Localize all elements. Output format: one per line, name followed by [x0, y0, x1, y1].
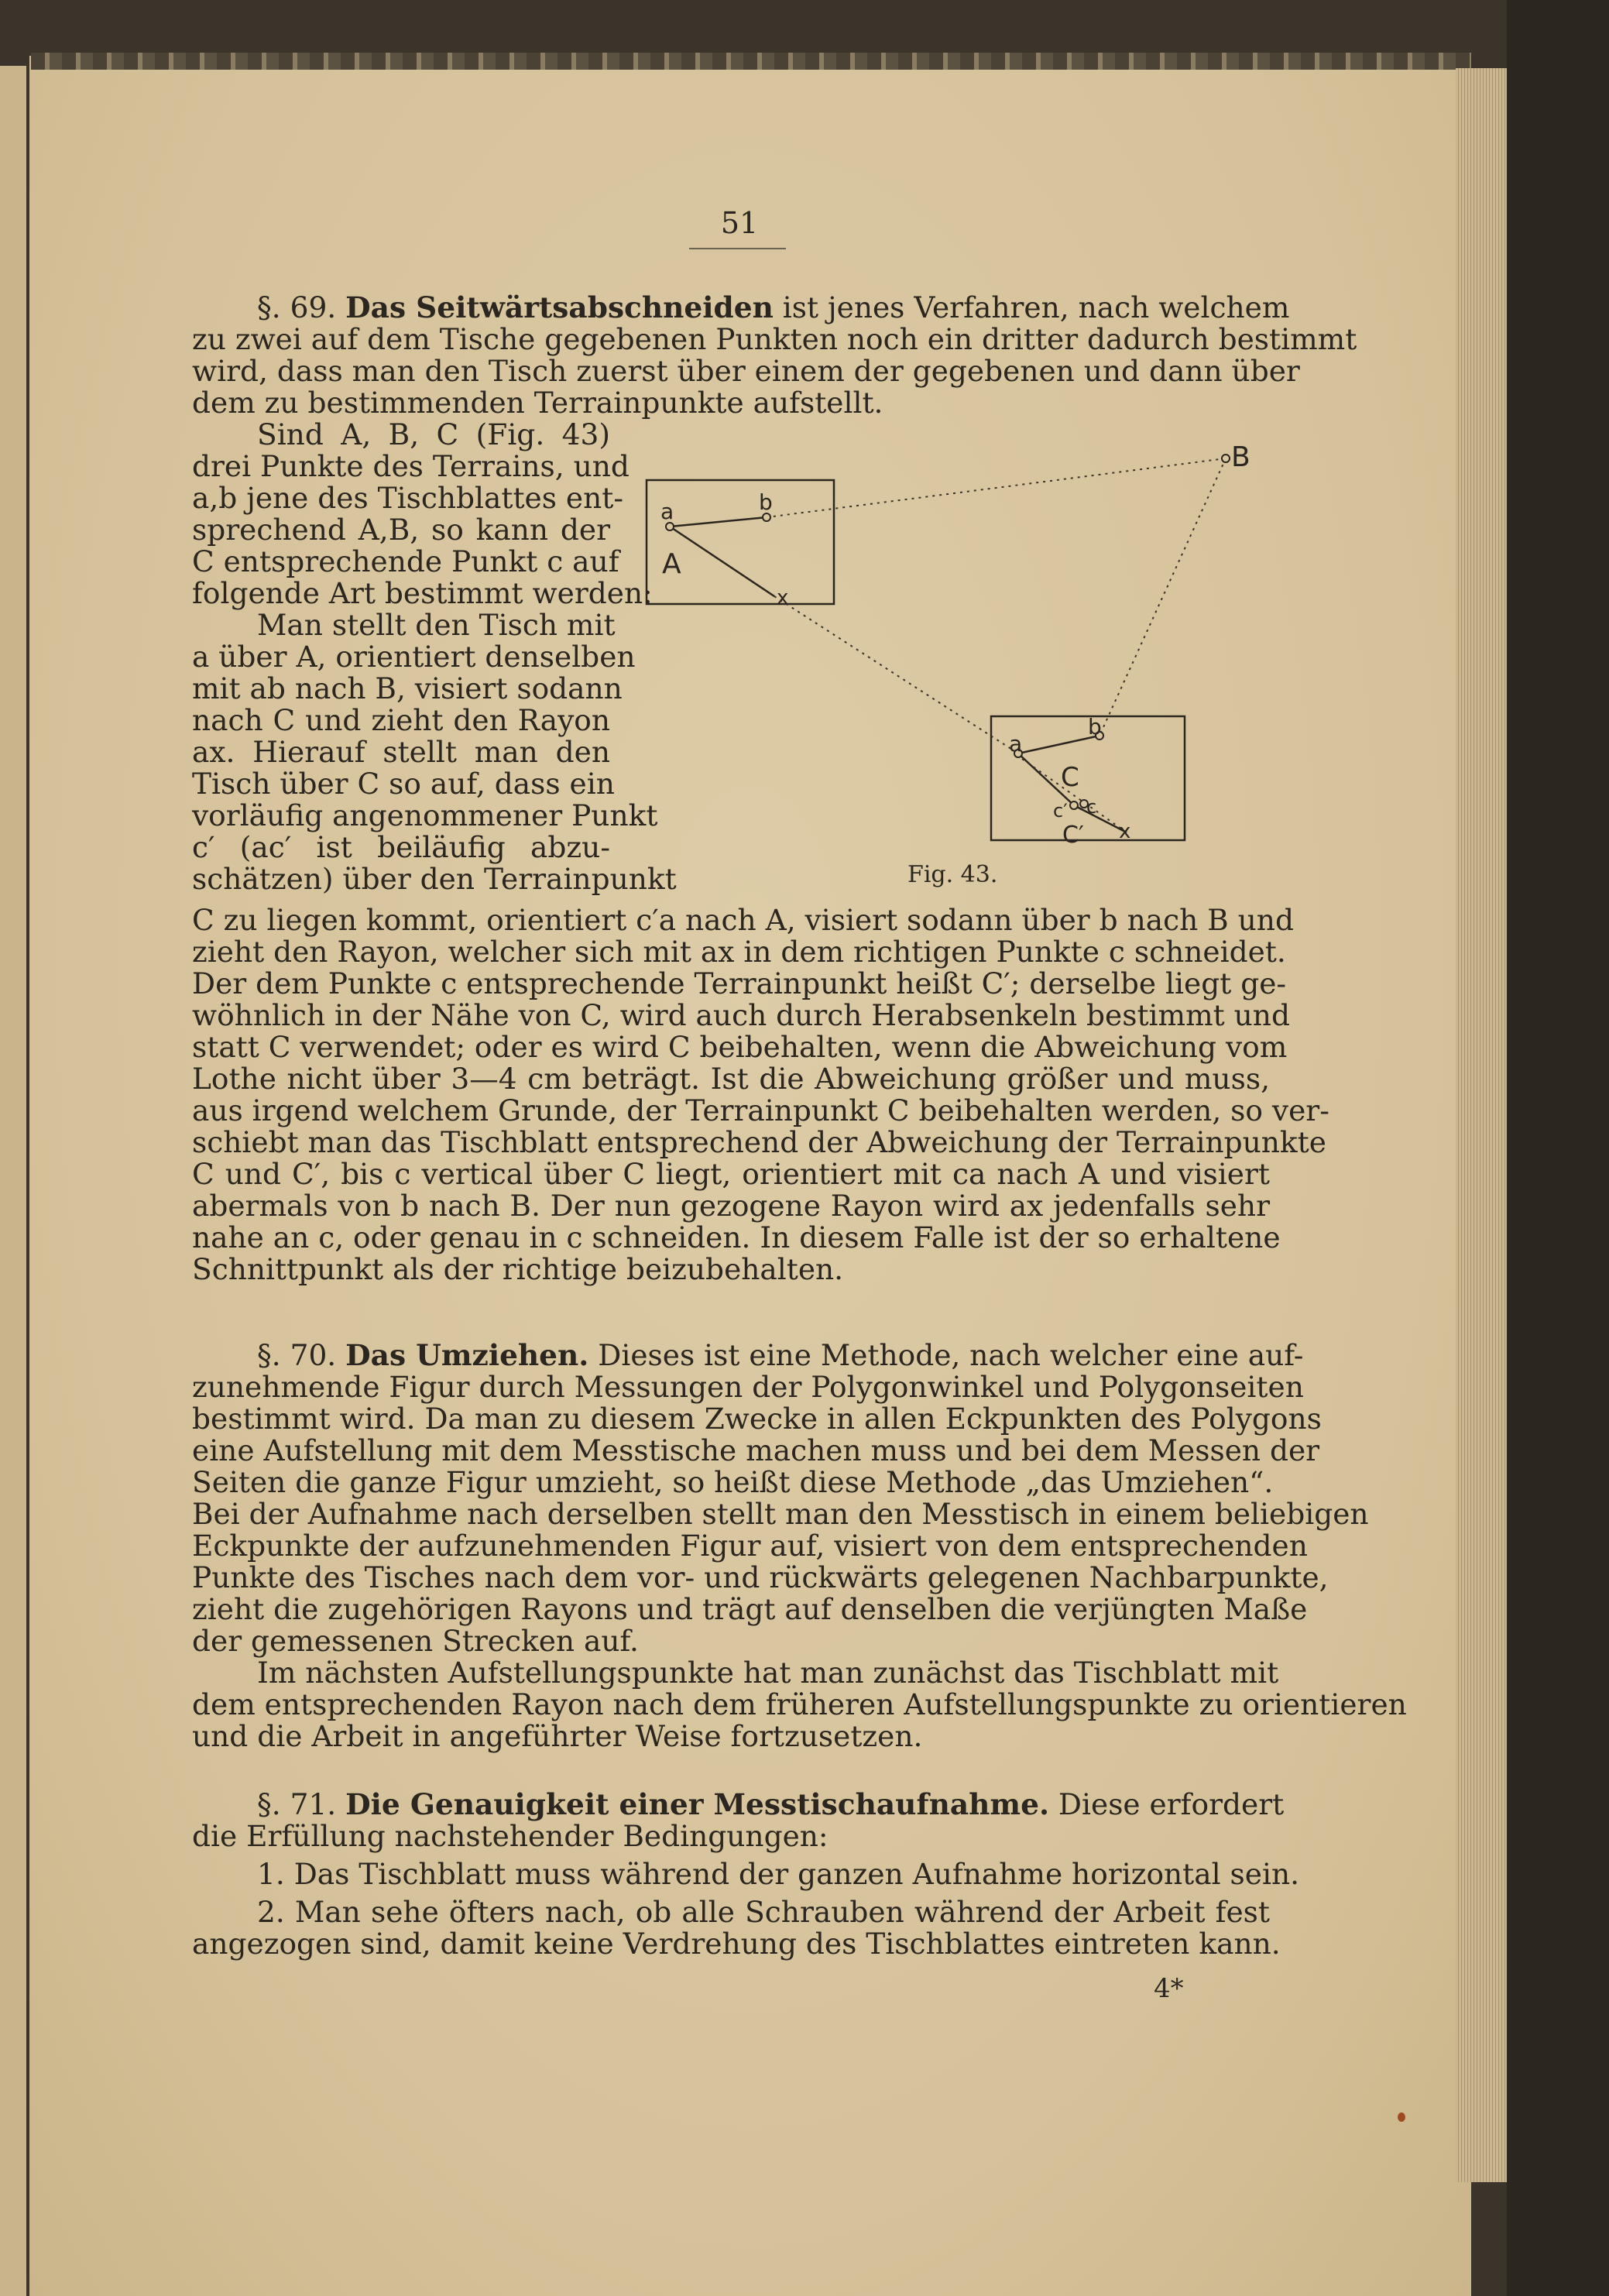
p69-narrow-line: a,b jene des Tischblattes ent- — [192, 481, 623, 515]
p69-wide-line: C und C′, bis c vertical über C liegt, orientiert mit ca nach A und visiert — [192, 1157, 1270, 1191]
p69-narrow-line: Sind A, B, C (Fig. 43) — [257, 417, 610, 451]
p69-narrow-line: Man stellt den Tisch mit — [257, 608, 616, 642]
label-a1: a — [660, 499, 674, 524]
label-b2: b — [1088, 714, 1102, 740]
p71-item-2-cont: angezogen sind, damit keine Verdrehung des Tischblattes eintreten kann. — [192, 1927, 1281, 1961]
p69-wide-line: Lothe nicht über 3—4 cm beträgt. Ist die Abweichung größer und muss, — [192, 1062, 1270, 1096]
p69-line-3: wird, dass man den Tisch zuerst über einem der gegebenen und dann über — [192, 354, 1300, 388]
p69-narrow-line: mit ab nach B, visiert sodann — [192, 671, 623, 705]
figure-caption: Fig. 43. — [907, 861, 998, 888]
p70-line: Eckpunkte der aufzunehmenden Figur auf, visiert von dem entsprechenden — [192, 1529, 1308, 1563]
ink-spot — [1398, 2112, 1405, 2122]
p69-line-2: zu zwei auf dem Tische gegebenen Punkten noch ein dritter dadurch bestimmt — [192, 322, 1357, 356]
page-stack-edge — [1456, 68, 1507, 2182]
p69-narrow-line: vorläufig angenommener Punkt — [192, 798, 658, 832]
p70-para2-line: Im nächsten Aufstellungspunkte hat man zunächst das Tischblatt mit — [257, 1656, 1279, 1690]
p71-line-2: die Erfüllung nachstehender Bedingungen: — [192, 1819, 829, 1853]
label-C-prime: C′ — [1062, 822, 1084, 844]
p70-line: bestimmt wird. Da man zu diesem Zwecke in allen Eckpunkten des Polygons — [192, 1402, 1322, 1436]
p69-wide-line: C zu liegen kommt, orientiert c′a nach A, visiert sodann über b nach B und — [192, 903, 1294, 937]
p70-line: Punkte des Tisches nach dem vor- und rückwärts gelegenen Nachbarpunkte, — [192, 1560, 1329, 1594]
figure-43 — [631, 441, 1274, 844]
label-C: C — [1061, 762, 1079, 793]
p69-narrow-line: sprechend A,B, so kann der — [192, 513, 610, 547]
book-cover — [1507, 0, 1609, 2296]
label-x1: x — [777, 586, 789, 609]
p69-wide-line: nahe an c, oder genau in c schneiden. In diesem Falle ist der so erhaltene — [192, 1220, 1281, 1254]
p71-item-1: 1. Das Tischblatt muss während der ganzen Aufnahme horizontal sein. — [257, 1857, 1300, 1891]
p69-narrow-line: Tisch über C so auf, dass ein — [192, 767, 615, 801]
p70-para2-line: dem entsprechenden Rayon nach dem früheren Aufstellungspunkte zu orientieren — [192, 1687, 1407, 1721]
label-c-prime: c′ — [1053, 800, 1068, 822]
label-c: c — [1086, 796, 1097, 818]
p69-narrow-line: folgende Art bestimmt werden: — [192, 576, 653, 610]
p71-item-2: 2. Man sehe öfters nach, ob alle Schrauben während der Arbeit fest — [257, 1895, 1270, 1929]
signature-mark: 4* — [1154, 1973, 1184, 2004]
p70-line: der gemessenen Strecken auf. — [192, 1624, 639, 1658]
p69-wide-line: schiebt man das Tischblatt entsprechend der Abweichung der Terrainpunkte — [192, 1125, 1326, 1159]
p70-line: zunehmende Figur durch Messungen der Polygonwinkel und Polygonseiten — [192, 1370, 1304, 1404]
p69-wide-line: abermals von b nach B. Der nun gezogene Rayon wird ax jedenfalls sehr — [192, 1189, 1270, 1223]
label-a2: a — [1009, 731, 1023, 757]
p70-line: Seiten die ganze Figur umzieht, so heißt diese Methode „das Umziehen“. — [192, 1465, 1274, 1499]
p69-narrow-line: nach C und zieht den Rayon — [192, 703, 610, 737]
label-b1: b — [759, 489, 773, 515]
page-number-rule — [689, 248, 786, 249]
p69-wide-line: wöhnlich in der Nähe von C, wird auch durch Herabsenkeln bestimmt und — [192, 998, 1290, 1032]
label-B: B — [1231, 441, 1250, 473]
p69-wide-line: aus irgend welchem Grunde, der Terrainpunkt C beibehalten werden, so ver- — [192, 1093, 1329, 1127]
p69-narrow-line: schätzen) über den Terrainpunkt — [192, 862, 677, 896]
p70-para2-line: und die Arbeit in angeführter Weise fortzusetzen. — [192, 1719, 923, 1753]
p69-line-4: dem zu bestimmenden Terrainpunkte aufstellt. — [192, 386, 883, 420]
p69-wide-line: statt C verwendet; oder es wird C beibehalten, wenn die Abweichung vom — [192, 1030, 1288, 1064]
page-number: 51 — [720, 206, 759, 240]
p70-line: zieht die zugehörigen Rayons und trägt auf denselben die verjüngten Maße — [192, 1592, 1308, 1626]
p69-narrow-line: c′ (ac′ ist beiläufig abzu- — [192, 830, 610, 864]
p69-narrow-line: ax. Hierauf stellt man den — [192, 735, 610, 769]
p70-line: eine Aufstellung mit dem Messtische machen muss und bei dem Messen der — [192, 1433, 1320, 1467]
p69-narrow-line: C entsprechende Punkt c auf — [192, 544, 619, 578]
left-page-edge — [0, 66, 26, 2296]
p70-line: Bei der Aufnahme nach derselben stellt man den Messtisch in einem beliebigen — [192, 1497, 1369, 1531]
p69-narrow-line: a über A, orientiert denselben — [192, 640, 636, 674]
p69-wide-line: zieht den Rayon, welcher sich mit ax in dem richtigen Punkte c schneidet. — [192, 935, 1286, 969]
label-x2: x — [1119, 820, 1131, 843]
p69-wide-line: Schnittpunkt als der richtige beizubehalten. — [192, 1252, 844, 1286]
table-rect-top — [647, 480, 834, 604]
p71-line-1: §. 71. Die Genauigkeit einer Messtischaufnahme. Diese erfordert — [257, 1787, 1285, 1821]
p69-narrow-line: drei Punkte des Terrains, und — [192, 449, 630, 483]
p70-line-1: §. 70. Das Umziehen. Dieses ist eine Methode, nach welcher eine auf- — [257, 1338, 1304, 1372]
label-A: A — [662, 548, 681, 580]
p69-wide-line: Der dem Punkte c entsprechende Terrainpunkt heißt C′; derselbe liegt ge- — [192, 966, 1287, 1000]
p69-line-1: §. 69. Das Seitwärtsabschneiden ist jenes Verfahren, nach welchem — [257, 290, 1290, 324]
binding-edge — [31, 53, 1471, 70]
